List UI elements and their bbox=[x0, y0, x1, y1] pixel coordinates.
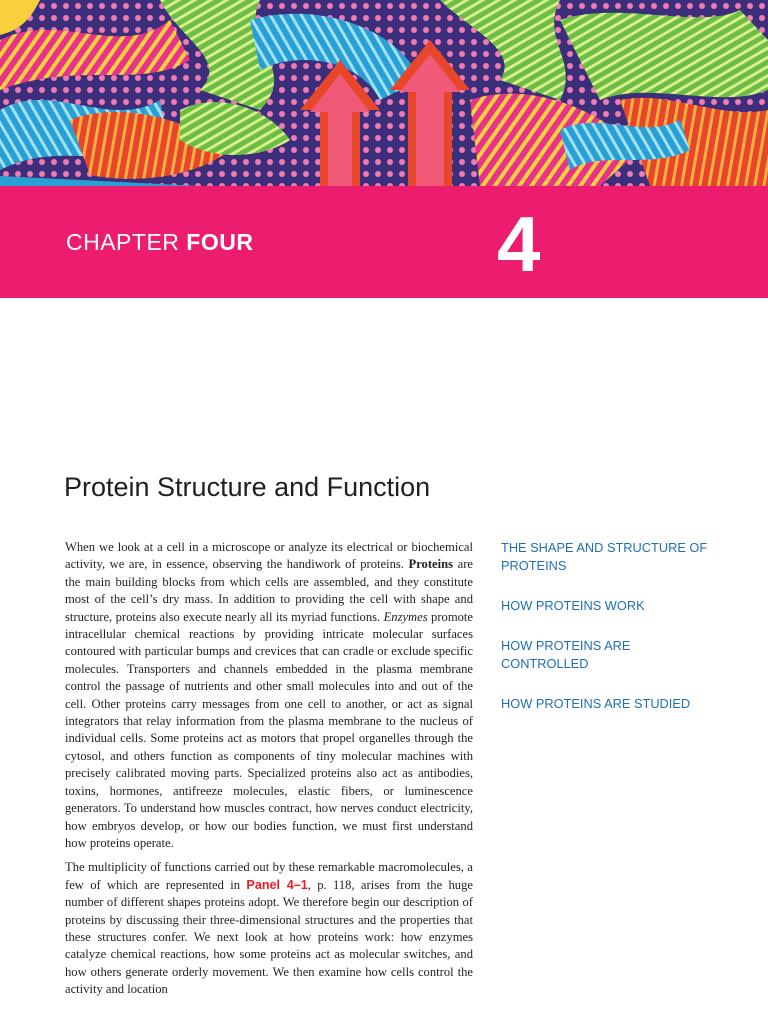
p1-text-a: When we look at a cell in a microscope or analyze its electrical or biochemical activity, we are, in essence, observing the handiwork of proteins. bbox=[65, 540, 473, 572]
toc-item-how-work[interactable]: HOW PROTEINS WORK bbox=[501, 598, 645, 613]
p2-text-b: , p. 118, arises from the huge number of different shapes proteins adopt. We therefore begin our description of proteins by discussing their three-dimensional structures and the properties that these structures confer. We next look at how proteins work: how enzymes catalyze chemical reactions, how some proteins act as molecular switches, and how others generate orderly movement. We then examine how cells control the activity and location bbox=[65, 877, 473, 997]
p1-term-enzymes: Enzymes bbox=[383, 609, 428, 624]
p2-text-a: The multiplicity of functions carried out by these remarkable macromolecules, a few of which are represented in bbox=[65, 860, 473, 892]
chapter-label-prefix: CHAPTER bbox=[66, 229, 187, 255]
toc-item-controlled[interactable]: HOW PROTEINS ARE CONTROLLED bbox=[501, 638, 631, 671]
toc-item-shape-structure[interactable]: THE SHAPE AND STRUCTURE OF PROTEINS bbox=[501, 540, 708, 573]
toc-item-studied[interactable]: HOW PROTEINS ARE STUDIED bbox=[501, 696, 691, 711]
paragraph-2 bbox=[65, 859, 473, 998]
p1-text-c: promote intracellular chemical reactions by providing intricate molecular surfaces contoured with particular bumps and crevices that can cradle or exclude specific molecules. Transporters and channels embedded in the plasma membrane control the passage of nutrients and other small molecules into and out of the cell. Other proteins carry messages from one cell to another, or act as signal integrators that relay information from the plasma membrane to the nucleus of individual cells. Some proteins act as motors that propel organelles through the cytosol, and others function as components of tiny molecular machines with precisely calibrated moving parts. Specialized proteins also act as antibodies, toxins, hormones, antifreeze molecules, elastic fibers, or luminescence generators. To understand how muscles contract, how nerves conduct electricity, how embryos develop, or how our bodies function, we must first understand how proteins operate. bbox=[65, 609, 474, 850]
chapter-title: Protein Structure and Function bbox=[64, 472, 431, 502]
chapter-contents bbox=[501, 539, 721, 735]
body-text bbox=[65, 539, 473, 1006]
p1-text-b: are the main building blocks from which cells are assembled, and they constitute most of the cell’s dry mass. In addition to providing the cell with shape and structure, proteins also execute nearly all its myriad functions. bbox=[65, 557, 473, 624]
paragraph-1 bbox=[65, 539, 473, 852]
chapter-number: 4 bbox=[497, 200, 541, 288]
chapter-label-word: FOUR bbox=[186, 229, 254, 255]
panel-reference-link[interactable]: Panel 4–1 bbox=[246, 877, 308, 892]
p1-term-proteins: Proteins bbox=[408, 557, 454, 572]
chapter-header-artwork bbox=[0, 0, 768, 186]
chapter-label bbox=[66, 229, 253, 256]
